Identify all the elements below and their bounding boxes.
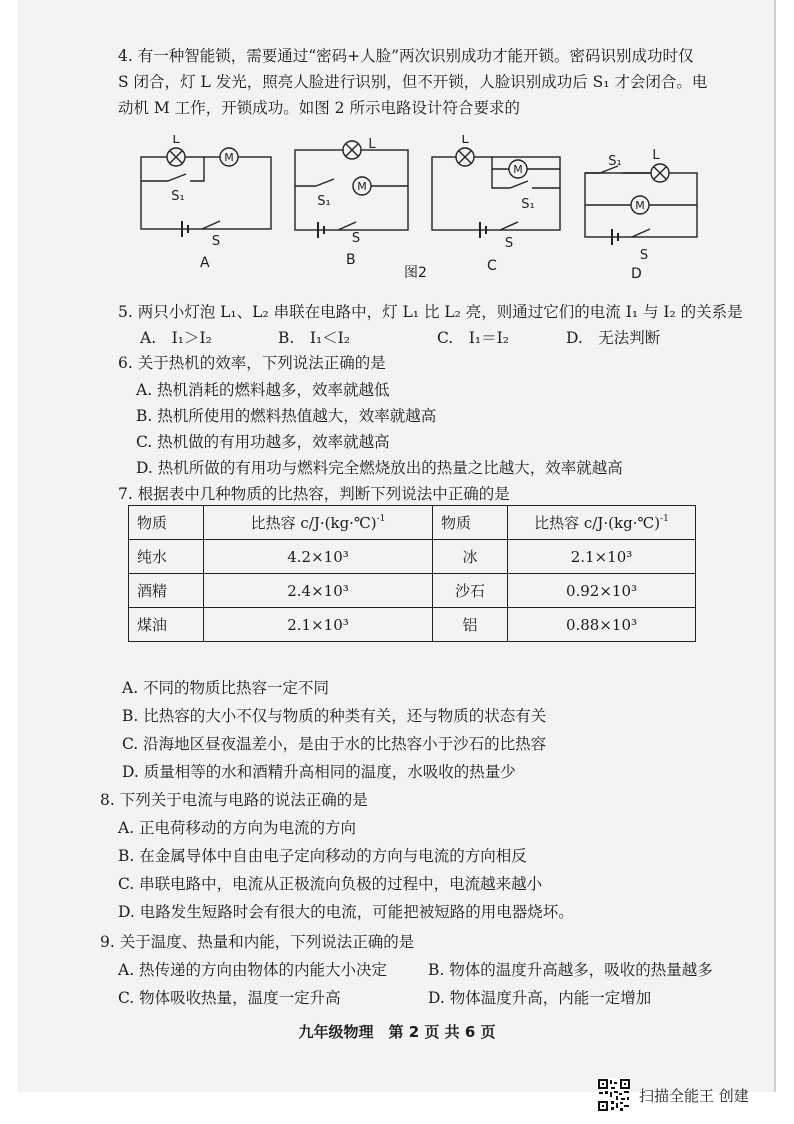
circuit-a: [141, 148, 271, 237]
circuit-c-motor-label: M: [513, 163, 523, 176]
circuit-a-s-label: S: [211, 234, 221, 249]
q8-stem: 8. 下列关于电流与电路的说法正确的是: [100, 791, 368, 809]
table-cell: 铝: [433, 608, 508, 642]
table-header-heat-1-text: 比热容 c/J·(kg·℃): [250, 514, 377, 532]
circuit-d-s-label: S: [639, 248, 649, 263]
table-cell: 煤油: [129, 608, 204, 642]
q7-option-b: B. 比热容的大小不仅与物质的种类有关，还与物质的状态有关: [122, 707, 547, 725]
circuit-a-lamp-label: L: [172, 135, 180, 147]
figure-option-d: D: [631, 266, 642, 282]
table-cell: 2.4×10³: [204, 574, 433, 608]
circuit-figure: [0, 135, 794, 275]
circuit-d-motor-label: M: [635, 199, 645, 212]
q5-option-a: A. I₁＞I₂: [140, 329, 212, 347]
table-header-row: [129, 506, 696, 540]
circuit-d-s1-label: S₁: [608, 154, 622, 169]
q7-option-c: C. 沿海地区昼夜温差小，是由于水的比热容小于沙石的比热容: [122, 735, 547, 753]
scanner-text: 扫描全能王 创建: [639, 1086, 749, 1105]
table-header-heat-2-text: 比热容 c/J·(kg·℃): [534, 514, 661, 532]
table-row: [129, 574, 696, 608]
circuit-c-lamp-label: L: [461, 135, 469, 147]
figure-option-a: A: [200, 255, 210, 271]
table-header-heat-2-exponent: -1: [660, 514, 669, 524]
q5-stem: 5. 两只小灯泡 L₁、L₂ 串联在电路中，灯 L₁ 比 L₂ 亮，则通过它们的电流 I₁ 与 I₂ 的关系是: [118, 303, 743, 321]
q9-stem: 9. 关于温度、热量和内能，下列说法正确的是: [100, 933, 415, 951]
page-footer: 九年级物理 第 2 页 共 6 页: [298, 1023, 496, 1041]
table-header-substance-1: 物质: [129, 506, 204, 540]
scanner-watermark: [597, 1077, 749, 1113]
circuit-c-s-label: S: [504, 236, 514, 251]
q6-stem: 6. 关于热机的效率，下列说法正确的是: [118, 354, 386, 372]
table-cell: 2.1×10³: [204, 608, 433, 642]
q5-option-d: D. 无法判断: [566, 329, 661, 347]
figure-option-b: B: [346, 252, 356, 268]
q9-option-c: C. 物体吸收热量，温度一定升高: [118, 989, 341, 1007]
circuit-a-s1-label: S₁: [171, 189, 185, 204]
circuit-b-s1-label: S₁: [317, 194, 331, 209]
qr-code-icon: [597, 1078, 631, 1112]
table-row: [129, 608, 696, 642]
q8-option-b: B. 在金属导体中自由电子定向移动的方向与电流的方向相反: [118, 847, 527, 865]
table-header-heat-2: [508, 506, 696, 540]
table-header-heat-1-exponent: -1: [376, 514, 386, 524]
q9-option-b: B. 物体的温度升高越多，吸收的热量越多: [428, 961, 713, 979]
q4-stem-line3: 动机 M 工作，开锁成功。如图 2 所示电路设计符合要求的: [118, 99, 520, 117]
specific-heat-table: [128, 505, 696, 642]
q6-option-b: B. 热机所使用的燃料热值越大，效率就越高: [136, 407, 437, 425]
table-cell: 0.92×10³: [508, 574, 696, 608]
table-header-heat-1: [204, 506, 433, 540]
q8-option-a: A. 正电荷移动的方向为电流的方向: [118, 819, 357, 837]
circuit-a-motor-label: M: [224, 151, 234, 164]
q9-option-a: A. 热传递的方向由物体的内能大小决定: [118, 961, 388, 979]
table-header-substance-2: 物质: [433, 506, 508, 540]
q6-option-a: A. 热机消耗的燃料越多，效率就越低: [136, 381, 390, 399]
table-cell: 冰: [433, 540, 508, 574]
q5-option-b: B. I₁＜I₂: [278, 329, 350, 347]
q6-option-c: C. 热机做的有用功越多，效率就越高: [136, 433, 390, 451]
circuit-b-s-label: S: [351, 231, 361, 246]
q7-option-a: A. 不同的物质比热容一定不同: [122, 679, 330, 697]
q8-option-d: D. 电路发生短路时会有很大的电流，可能把被短路的用电器烧坏。: [118, 903, 574, 921]
circuit-b-lamp-label: L: [368, 137, 376, 152]
table-cell: 4.2×10³: [204, 540, 433, 574]
circuit-c: [432, 148, 560, 238]
circuit-c-s1-label: S₁: [521, 197, 535, 212]
figure-caption: 图2: [404, 265, 427, 281]
table-cell: 酒精: [129, 574, 204, 608]
figure-option-c: C: [487, 258, 497, 274]
table-cell: 0.88×10³: [508, 608, 696, 642]
q6-option-d: D. 热机所做的有用功与燃料完全燃烧放出的热量之比越大，效率就越高: [136, 459, 623, 477]
circuit-b: [295, 141, 408, 238]
table-row: [129, 540, 696, 574]
circuit-b-motor-label: M: [357, 180, 367, 193]
q4-stem-line2: S 闭合，灯 L 发光，照亮人脸进行识别，但不开锁，人脸识别成功后 S₁ 才会闭合。电: [118, 73, 708, 91]
q7-option-d: D. 质量相等的水和酒精升高相同的温度，水吸收的热量少: [122, 763, 516, 781]
q9-option-d: D. 物体温度升高，内能一定增加: [428, 989, 652, 1007]
table-cell: 纯水: [129, 540, 204, 574]
circuit-d-lamp-label: L: [652, 148, 660, 163]
table-cell: 沙石: [433, 574, 508, 608]
table-cell: 2.1×10³: [508, 540, 696, 574]
q7-stem: 7. 根据表中几种物质的比热容，判断下列说法中正确的是: [118, 485, 510, 503]
q4-stem-line1: 4. 有一种智能锁，需要通过“密码+人脸”两次识别成功才能开锁。密码识别成功时仅: [118, 47, 694, 65]
q8-option-c: C. 串联电路中，电流从正极流向负极的过程中，电流越来越小: [118, 875, 543, 893]
q5-option-c: C. I₁＝I₂: [437, 329, 509, 347]
